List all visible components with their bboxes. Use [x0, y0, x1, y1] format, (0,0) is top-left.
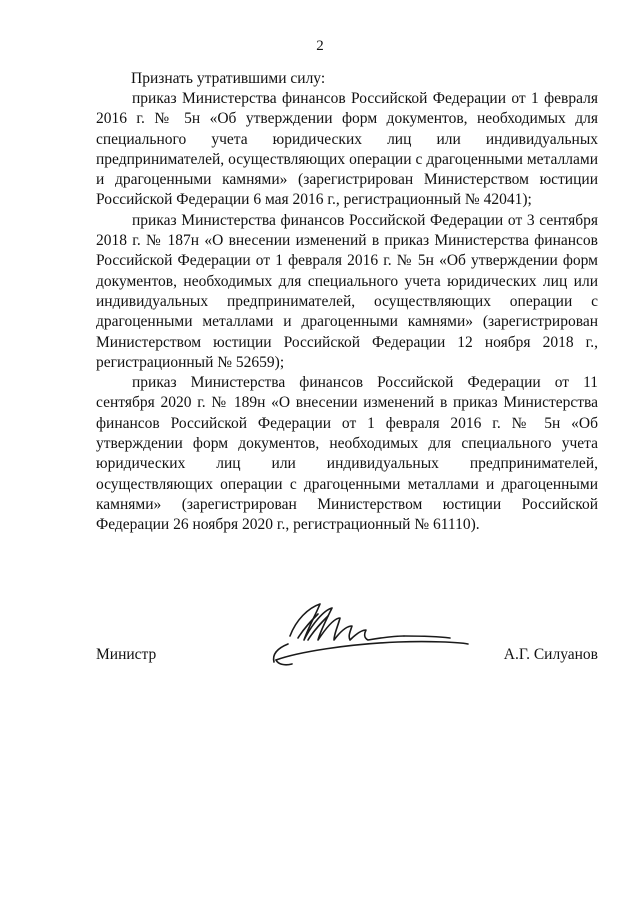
- signer-position: Министр: [96, 646, 157, 663]
- document-heading: Признать утратившими силу:: [131, 70, 326, 87]
- page-number: 2: [316, 38, 324, 54]
- signer-name: А.Г. Силуанов: [503, 646, 598, 663]
- repealed-order-2: приказ Министерства финансов Российской Федерации от 3 сентября 2018 г. № 187н «О внесении изменений в приказ Министерства финансов Российской Федерации от 1 февраля 2016 г. № 5н «Об утверждении форм документов, необходимых для специального учета юридических лиц или индивидуальных предпринимателей, осуществляющих операции с драгоценными металлами и драгоценными камнями» (зарегистрирован Министерством юстиции Российской Федерации 12 ноября 2018 г., регистрационный № 52659);: [96, 211, 598, 371]
- document-body: [96, 89, 598, 536]
- repealed-order-3: приказ Министерства финансов Российской Федерации от 11 сентября 2020 г. № 189н «О внесении изменений в приказ Министерства финансов Российской Федерации от 1 февраля 2016 г. № 5н «Об утверждении форм документов, необходимых для специального учета юридических лиц или индивидуальных предпринимателей, осуществляющих операции с драгоценными металлами и драгоценными камнями» (зарегистрирован Министерством юстиции Российской Федерации 26 ноября 2020 г., регистрационный № 61110).: [96, 374, 598, 534]
- repealed-order-1: приказ Министерства финансов Российской Федерации от 1 февраля 2016 г. № 5н «Об утверждении форм документов, необходимых для специального учета юридических лиц или индивидуальных предпринимателей, осуществляющих операции с драгоценными металлами и драгоценными камнями» (зарегистрирован Министерством юстиции Российской Федерации 6 мая 2016 г., регистрационный № 42041);: [96, 90, 598, 209]
- signature-block: [96, 645, 598, 665]
- handwritten-signature: [268, 598, 478, 678]
